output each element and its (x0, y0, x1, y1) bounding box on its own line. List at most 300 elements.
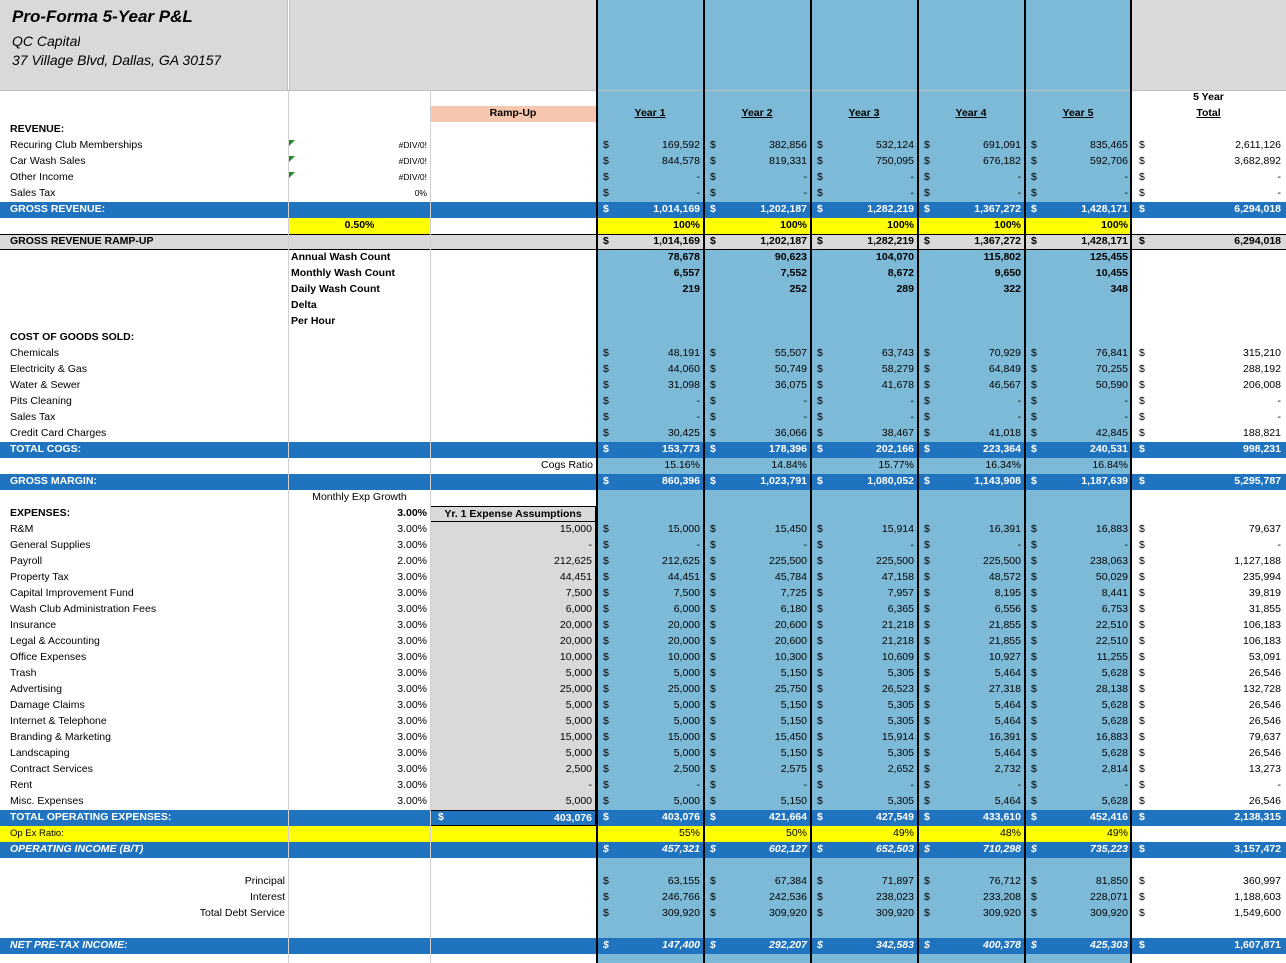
col-b-value: Monthly Exp Growth (312, 491, 407, 503)
year-1-value: 1,014,169 (653, 235, 700, 247)
col-b-value: 3.00% (397, 715, 427, 727)
row-label-total-cogs: TOTAL COGS: (10, 443, 82, 455)
currency-symbol: $ (1139, 619, 1145, 631)
year-2-value: 90,623 (774, 251, 807, 263)
currency-symbol: $ (603, 811, 609, 823)
row-label-pits-cleaning: Pits Cleaning (10, 395, 72, 407)
total-value: 79,637 (1248, 523, 1281, 535)
year-4-value: 5,464 (994, 715, 1021, 727)
currency-symbol: $ (710, 427, 716, 439)
year-4-value: 10,927 (988, 651, 1021, 663)
year-5-value: 2,814 (1101, 763, 1128, 775)
grid-line-a (288, 90, 289, 963)
total-value: 360,997 (1243, 875, 1281, 887)
year-1-value: 10,000 (667, 651, 700, 663)
total-header-bottom: Total (1196, 107, 1221, 119)
col-b-value: 3.00% (397, 587, 427, 599)
currency-symbol: $ (603, 667, 609, 679)
year-2-value: - (803, 539, 807, 551)
col-b-value: 0.50% (344, 219, 375, 231)
total-value: 188,821 (1243, 427, 1281, 439)
year-3-value: 71,897 (881, 875, 914, 887)
row-label-branding-marketing: Branding & Marketing (10, 731, 111, 743)
total-value: - (1277, 187, 1281, 199)
currency-symbol: $ (1139, 715, 1145, 727)
total-value: 288,192 (1243, 363, 1281, 375)
total-value: 106,183 (1243, 619, 1281, 631)
currency-symbol: $ (817, 443, 823, 455)
currency-symbol: $ (1031, 347, 1037, 359)
currency-symbol: $ (1031, 379, 1037, 391)
currency-symbol: $ (1031, 395, 1037, 407)
currency-symbol: $ (1139, 747, 1145, 759)
row-label-water-sewer: Water & Sewer (10, 379, 81, 391)
col-b-value: 3.00% (397, 779, 427, 791)
currency-symbol: $ (603, 603, 609, 615)
total-value: 315,210 (1243, 347, 1281, 359)
year-5-value: - (1124, 171, 1128, 183)
currency-symbol: $ (924, 571, 930, 583)
year-3-value: 1,282,219 (867, 235, 914, 247)
currency-symbol: $ (817, 379, 823, 391)
currency-symbol: $ (710, 635, 716, 647)
year-4-value: 8,195 (994, 587, 1021, 599)
year-header-5: Year 5 (1062, 107, 1094, 119)
currency-symbol: $ (710, 571, 716, 583)
year-1-value: - (696, 411, 700, 423)
col-c-value: 2,500 (430, 762, 596, 778)
currency-symbol: $ (924, 155, 930, 167)
currency-symbol: $ (1139, 187, 1145, 199)
year-4-value: 46,567 (988, 379, 1021, 391)
currency-symbol: $ (710, 763, 716, 775)
year-1-value: 15,000 (667, 523, 700, 535)
year-4-value: - (1017, 171, 1021, 183)
year-4-value: 1,367,272 (974, 203, 1021, 215)
currency-symbol: $ (1031, 747, 1037, 759)
row-label-revenue: REVENUE: (10, 123, 65, 135)
year-1-value: 31,098 (667, 379, 700, 391)
currency-symbol: $ (603, 475, 609, 487)
total-value: 26,546 (1248, 795, 1281, 807)
year-4-value: 1,367,272 (974, 235, 1021, 247)
currency-symbol: $ (603, 699, 609, 711)
currency-symbol: $ (817, 779, 823, 791)
currency-symbol: $ (1031, 411, 1037, 423)
year-3-value: 750,095 (876, 155, 914, 167)
year-5-value: 22,510 (1095, 619, 1128, 631)
year-2-value: 292,207 (769, 939, 807, 951)
year-2-value: 1,023,791 (760, 475, 807, 487)
company-address: 37 Village Blvd, Dallas, GA 30157 (12, 52, 222, 68)
year-4-value: 1,143,908 (974, 475, 1021, 487)
row-label-net-pre-tax-income: NET PRE-TAX INCOME: (10, 939, 128, 951)
row-label-gross-revenue: GROSS REVENUE: (10, 203, 106, 215)
total-value: 3,682,892 (1234, 155, 1281, 167)
col-b-value: 3.00% (397, 683, 427, 695)
year-4-value: 710,298 (983, 843, 1021, 855)
currency-symbol: $ (603, 347, 609, 359)
currency-symbol: $ (924, 395, 930, 407)
year-5-value: 240,531 (1090, 443, 1128, 455)
year-1-value: 55% (678, 827, 700, 839)
col-c-value: 5,000 (430, 794, 596, 810)
col-b-value: 2.00% (397, 555, 427, 567)
currency-symbol: $ (1031, 539, 1037, 551)
currency-symbol: $ (1139, 939, 1145, 951)
row-label-electricity-gas: Electricity & Gas (10, 363, 88, 375)
col-b-value: 3.00% (397, 667, 427, 679)
currency-symbol: $ (924, 187, 930, 199)
year-4-value: 48% (999, 827, 1021, 839)
year-4-value: 9,650 (994, 267, 1021, 279)
year-4-value: 6,556 (994, 603, 1021, 615)
currency-symbol: $ (924, 379, 930, 391)
year-1-value: 25,000 (667, 683, 700, 695)
currency-symbol: $ (1139, 443, 1145, 455)
year-5-value: 50,590 (1095, 379, 1128, 391)
col-c-value: Yr. 1 Expense Assumptions (430, 506, 596, 522)
col-b-value: 3.00% (397, 507, 427, 519)
year-4-value: 223,364 (983, 443, 1021, 455)
total-value: 6,294,018 (1234, 235, 1281, 247)
year-1-value: 1,014,169 (653, 203, 700, 215)
currency-symbol: $ (1139, 811, 1145, 823)
year-3-value: 15,914 (881, 523, 914, 535)
currency-symbol: $ (710, 603, 716, 615)
year-5-value: 425,303 (1090, 939, 1128, 951)
year-4-value: 16,391 (988, 523, 1021, 535)
col-b-value: 3.00% (397, 603, 427, 615)
col-b-value: Annual Wash Count (291, 251, 391, 263)
year-3-value: 6,365 (887, 603, 914, 615)
year-1-value: - (696, 187, 700, 199)
year-1-value: - (696, 395, 700, 407)
currency-symbol: $ (1139, 395, 1145, 407)
year-4-value: 27,318 (988, 683, 1021, 695)
row-label-operating-income-b-t: OPERATING INCOME (B/T) (10, 843, 144, 855)
total-value: 1,127,188 (1234, 555, 1281, 567)
row-label-other-income: Other Income (10, 171, 74, 183)
year-4-value: 433,610 (983, 811, 1021, 823)
currency-symbol: $ (1031, 939, 1037, 951)
currency-symbol: $ (603, 571, 609, 583)
year-5-value: 22,510 (1095, 635, 1128, 647)
currency-symbol: $ (817, 411, 823, 423)
currency-symbol: $ (817, 939, 823, 951)
year-5-value: 50,029 (1095, 571, 1128, 583)
currency-symbol: $ (817, 843, 823, 855)
year-3-value: 238,023 (876, 891, 914, 903)
year-2-value: - (803, 395, 807, 407)
year-1-value: 147,400 (662, 939, 700, 951)
year-4-value: 5,464 (994, 747, 1021, 759)
currency-symbol: $ (924, 139, 930, 151)
year-3-value: 5,305 (887, 747, 914, 759)
currency-symbol: $ (924, 731, 930, 743)
year-5-value: 1,187,639 (1081, 475, 1128, 487)
currency-symbol: $ (710, 779, 716, 791)
year-5-value: 16,883 (1095, 731, 1128, 743)
year-4-value: 691,091 (983, 139, 1021, 151)
year-5-value: - (1124, 539, 1128, 551)
total-value: 31,855 (1248, 603, 1281, 615)
currency-symbol: $ (710, 235, 716, 247)
total-header-top: 5 Year (1193, 91, 1224, 103)
year-4-value: 322 (1003, 283, 1021, 295)
year-column-border-4 (1024, 0, 1026, 963)
currency-symbol: $ (1031, 139, 1037, 151)
year-2-value: 5,150 (780, 667, 807, 679)
year-5-value: 16,883 (1095, 523, 1128, 535)
total-value: 13,273 (1248, 763, 1281, 775)
year-1-value: 844,578 (662, 155, 700, 167)
currency-symbol: $ (817, 171, 823, 183)
year-3-value: 21,218 (881, 635, 914, 647)
col-b-value: 3.00% (397, 619, 427, 631)
year-3-value: 1,080,052 (867, 475, 914, 487)
year-3-value: 5,305 (887, 795, 914, 807)
year-1-value: - (696, 171, 700, 183)
header-bottom-line (0, 90, 1286, 91)
year-3-value: 225,500 (876, 555, 914, 567)
year-3-value: 5,305 (887, 667, 914, 679)
year-4-value: - (1017, 779, 1021, 791)
year-3-value: - (910, 187, 914, 199)
year-3-value: 652,503 (876, 843, 914, 855)
col-c-value: 403,076 (430, 810, 596, 826)
year-5-value: - (1124, 411, 1128, 423)
currency-symbol: $ (817, 395, 823, 407)
year-5-value: 5,628 (1101, 667, 1128, 679)
currency-symbol: $ (817, 635, 823, 647)
currency-symbol: $ (924, 523, 930, 535)
year-1-value: 20,000 (667, 619, 700, 631)
year-2-value: 50% (785, 827, 807, 839)
year-3-value: 5,305 (887, 699, 914, 711)
year-5-value: 1,428,171 (1081, 235, 1128, 247)
year-3-value: 63,743 (881, 347, 914, 359)
currency-symbol: $ (710, 475, 716, 487)
year-1-value: 6,000 (673, 603, 700, 615)
year-2-value: 50,749 (774, 363, 807, 375)
year-5-value: 8,441 (1101, 587, 1128, 599)
currency-symbol: $ (710, 347, 716, 359)
row-label-property-tax: Property Tax (10, 571, 69, 583)
year-2-value: 36,066 (774, 427, 807, 439)
currency-symbol: $ (817, 187, 823, 199)
row-label-chemicals: Chemicals (10, 347, 60, 359)
currency-symbol: $ (924, 875, 930, 887)
currency-symbol: $ (817, 763, 823, 775)
currency-symbol: $ (924, 683, 930, 695)
currency-symbol: $ (710, 875, 716, 887)
total-value: 1,188,603 (1234, 891, 1281, 903)
total-value: 1,607,871 (1234, 939, 1281, 951)
currency-symbol: $ (603, 427, 609, 439)
currency-symbol: $ (924, 715, 930, 727)
currency-symbol: $ (817, 139, 823, 151)
year-3-value: - (910, 779, 914, 791)
row-label-r-m: R&M (10, 523, 34, 535)
currency-symbol: $ (817, 795, 823, 807)
currency-symbol: $ (817, 523, 823, 535)
currency-symbol: $ (603, 635, 609, 647)
year-4-value: - (1017, 539, 1021, 551)
currency-symbol: $ (603, 379, 609, 391)
year-1-value: - (696, 539, 700, 551)
currency-symbol: $ (1139, 155, 1145, 167)
year-2-value: 25,750 (774, 683, 807, 695)
currency-symbol: $ (924, 235, 930, 247)
year-1-value: 212,625 (662, 555, 700, 567)
currency-symbol: $ (710, 139, 716, 151)
total-value: - (1277, 539, 1281, 551)
year-3-value: 10,609 (881, 651, 914, 663)
row-label-rent: Rent (10, 779, 33, 791)
currency-symbol: $ (603, 363, 609, 375)
total-value: 235,994 (1243, 571, 1281, 583)
year-4-value: 16,391 (988, 731, 1021, 743)
currency-symbol: $ (1139, 475, 1145, 487)
currency-symbol: $ (1139, 539, 1145, 551)
year-2-value: 1,202,187 (760, 203, 807, 215)
year-1-value: 309,920 (662, 907, 700, 919)
year-2-value: 242,536 (769, 891, 807, 903)
currency-symbol: $ (710, 747, 716, 759)
year-2-value: 7,725 (780, 587, 807, 599)
year-4-value: 21,855 (988, 619, 1021, 631)
currency-symbol: $ (817, 571, 823, 583)
currency-symbol: $ (924, 667, 930, 679)
currency-symbol: $ (924, 427, 930, 439)
row-label-general-supplies: General Supplies (10, 539, 91, 551)
year-5-value: 452,416 (1090, 811, 1128, 823)
year-4-value: 21,855 (988, 635, 1021, 647)
row-label-contract-services: Contract Services (10, 763, 93, 775)
currency-symbol: $ (924, 843, 930, 855)
currency-symbol: $ (1031, 427, 1037, 439)
row-label-wash-club-administration-fees: Wash Club Administration Fees (10, 603, 157, 615)
currency-symbol: $ (710, 523, 716, 535)
year-3-value: 2,652 (887, 763, 914, 775)
col-c-value: 25,000 (430, 682, 596, 698)
currency-symbol: $ (1031, 363, 1037, 375)
currency-symbol: $ (1031, 187, 1037, 199)
year-2-value: 5,150 (780, 795, 807, 807)
currency-symbol: $ (924, 411, 930, 423)
year-5-value: 28,138 (1095, 683, 1128, 695)
col-b-value: Per Hour (291, 315, 336, 327)
year-column-border-2 (810, 0, 812, 963)
currency-symbol: $ (603, 555, 609, 567)
year-4-value: 76,712 (988, 875, 1021, 887)
currency-symbol: $ (1139, 635, 1145, 647)
ramp-up-header: Ramp-Up (430, 106, 596, 122)
year-4-value: 48,572 (988, 571, 1021, 583)
year-1-value: 457,321 (662, 843, 700, 855)
year-1-value: 15,000 (667, 731, 700, 743)
currency-symbol: $ (710, 555, 716, 567)
currency-symbol: $ (710, 395, 716, 407)
year-5-value: - (1124, 187, 1128, 199)
year-2-value: 55,507 (774, 347, 807, 359)
currency-symbol: $ (603, 395, 609, 407)
currency-symbol: $ (924, 443, 930, 455)
total-value: 132,728 (1243, 683, 1281, 695)
currency-symbol: $ (817, 731, 823, 743)
year-5-value: 238,063 (1090, 555, 1128, 567)
row-label-legal-accounting: Legal & Accounting (10, 635, 100, 647)
row-label-misc-expenses: Misc. Expenses (10, 795, 84, 807)
currency-symbol: $ (924, 635, 930, 647)
currency-symbol: $ (817, 235, 823, 247)
row-label-total-operating-expenses: TOTAL OPERATING EXPENSES: (10, 811, 172, 823)
row-label-damage-claims: Damage Claims (10, 699, 85, 711)
currency-symbol: $ (710, 795, 716, 807)
year-3-value: 5,305 (887, 715, 914, 727)
total-value: 2,138,315 (1234, 811, 1281, 823)
year-column-border-5 (1130, 0, 1132, 963)
currency-symbol: $ (817, 683, 823, 695)
currency-symbol: $ (817, 555, 823, 567)
currency-symbol: $ (1031, 155, 1037, 167)
year-1-value: 5,000 (673, 667, 700, 679)
year-3-value: - (910, 539, 914, 551)
total-value: 26,546 (1248, 699, 1281, 711)
year-3-value: - (910, 171, 914, 183)
year-5-value: - (1124, 395, 1128, 407)
currency-symbol: $ (924, 587, 930, 599)
year-header-4: Year 4 (955, 107, 987, 119)
debt-label: Total Debt Service (199, 907, 285, 919)
grid-line-b (430, 90, 431, 963)
year-1-value: 48,191 (667, 347, 700, 359)
total-value: 998,231 (1243, 443, 1281, 455)
currency-symbol: $ (817, 203, 823, 215)
year-header-3: Year 3 (848, 107, 880, 119)
currency-symbol: $ (710, 203, 716, 215)
col-c-value: 5,000 (430, 714, 596, 730)
currency-symbol: $ (603, 891, 609, 903)
year-4-value: 115,802 (983, 251, 1021, 263)
currency-symbol: $ (1139, 651, 1145, 663)
currency-symbol: $ (1139, 779, 1145, 791)
currency-symbol: $ (1031, 443, 1037, 455)
col-c-value: 5,000 (430, 746, 596, 762)
year-2-value: - (803, 187, 807, 199)
col-b-value: Monthly Wash Count (291, 267, 396, 279)
row-label-sales-tax: Sales Tax (10, 411, 56, 423)
currency-symbol: $ (710, 843, 716, 855)
col-b-value: Daily Wash Count (291, 283, 380, 295)
col-b-value: 3.00% (397, 571, 427, 583)
currency-symbol: $ (1139, 411, 1145, 423)
currency-symbol: $ (603, 747, 609, 759)
currency-symbol: $ (603, 763, 609, 775)
currency-symbol: $ (710, 891, 716, 903)
year-5-value: 11,255 (1096, 651, 1128, 663)
total-value: 106,183 (1243, 635, 1281, 647)
year-3-value: 21,218 (881, 619, 914, 631)
total-value: 26,546 (1248, 667, 1281, 679)
total-value: - (1277, 171, 1281, 183)
currency-symbol: $ (710, 443, 716, 455)
col-b-value: 3.00% (397, 699, 427, 711)
currency-symbol: $ (817, 427, 823, 439)
currency-symbol: $ (1139, 555, 1145, 567)
col-b-value: 3.00% (397, 731, 427, 743)
